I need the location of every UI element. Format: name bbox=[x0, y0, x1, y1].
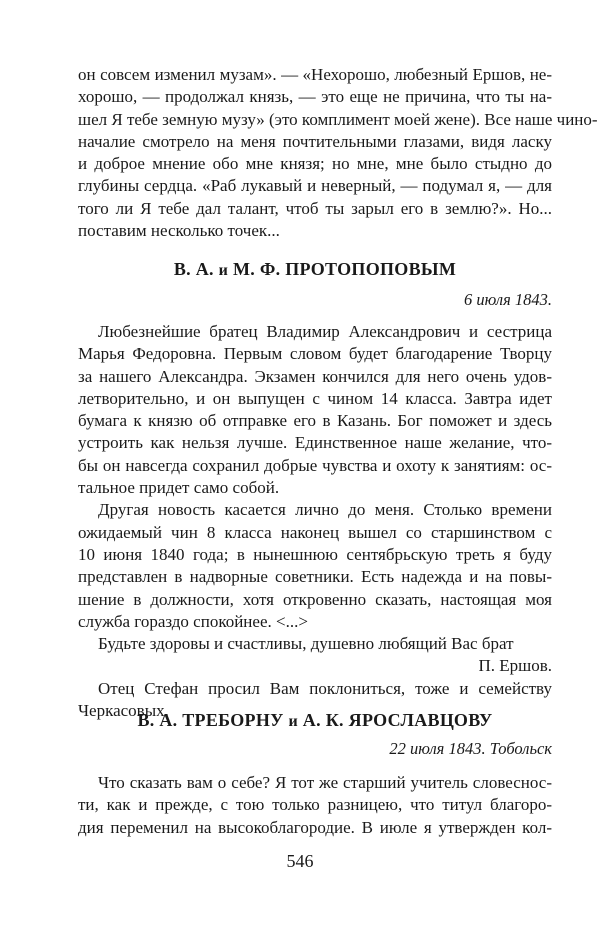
text-line: Марья Федоровна. Первым словом будет благодарение Творцу bbox=[78, 344, 552, 364]
text-line: началие смотрело на меня почтительными глазами, видя ласку bbox=[78, 131, 552, 151]
text-line: служба гораздо спокойнее. <...> bbox=[78, 611, 308, 631]
text-line: за нашего Александра. Экзамен кончился для него очень удов- bbox=[78, 366, 552, 386]
text-line: поставим несколько точек... bbox=[78, 221, 280, 241]
text-line: представлен в надворные советники. Есть надежда и на повы- bbox=[78, 567, 552, 587]
text-line: и доброе мнение обо мне князя; но мне, мне было стыдно до bbox=[78, 154, 552, 174]
text-line: он совсем изменил музам». — «Нехорошо, любезный Ершов, не- bbox=[78, 65, 552, 84]
closing-line: Будьте здоровы и счастливы, душевно любящий Вас брат bbox=[98, 634, 514, 654]
text-line: глубины сердца. «Раб лукавый и неверный, — подумал я, — для bbox=[78, 176, 552, 196]
text-line: летворительно, и он выпущен с чином 14 класса. Завтра идет bbox=[78, 388, 552, 408]
letter-heading-protopopov bbox=[78, 259, 552, 280]
letter-date: 22 июля 1843. Тобольск bbox=[389, 739, 552, 758]
heading-part: В. А. bbox=[173, 259, 214, 279]
text-line: шел Я тебе земную музу» (это комплимент моей жене). Все наше чино- bbox=[78, 109, 598, 129]
text-line: устроить как нельзя лучше. Единственное наше желание, что- bbox=[78, 433, 552, 453]
heading-part: А. К. ЯРОСЛАВЦОВУ bbox=[302, 710, 493, 730]
page-number: 546 bbox=[286, 851, 314, 871]
text-line: Что сказать вам о себе? Я тот же старший учитель словеснос- bbox=[98, 773, 552, 792]
text-line: ти, как и прежде, с тою только разницею, что титул благоро- bbox=[78, 795, 552, 815]
letter-heading-treborn bbox=[78, 710, 552, 731]
letter-body bbox=[78, 321, 552, 722]
heading-conjunction: и bbox=[288, 713, 298, 730]
text-line: ожидаемый чин 8 класса наконец вышел со старшинством с bbox=[78, 522, 552, 542]
text-line: Отец Стефан просил Вам поклониться, тоже и семейству bbox=[98, 678, 552, 698]
heading-part: М. Ф. ПРОТОПОПОВЫМ bbox=[232, 259, 457, 279]
letter-body bbox=[78, 772, 552, 839]
text-line: 10 июня 1840 года; в нынешнюю сентябрьскую треть я буду bbox=[78, 544, 552, 564]
text-line: бумага к князю об отправке его в Казань. Бог поможет и здесь bbox=[78, 411, 552, 431]
text-line: Черкасовых. bbox=[78, 701, 169, 721]
text-line: дия переменил на высокоблагородие. В июле я утвержден кол- bbox=[78, 817, 552, 837]
text-line: бы он навсегда сохранил добрые чувства и охоту к занятиям: ос- bbox=[78, 455, 552, 475]
heading-part: В. А. ТРЕБОРНУ bbox=[137, 710, 284, 730]
text-line: хорошо, — продолжал князь, — это еще не причина, что ты на- bbox=[78, 87, 552, 107]
text-line: того ли Я тебе дал талант, чтоб ты зарыл его в землю?». Но... bbox=[78, 198, 552, 218]
signature: П. Ершов. bbox=[478, 656, 552, 676]
text-line: тальное придет само собой. bbox=[78, 478, 280, 498]
text-line: Другая новость касается лично до меня. Столько времени bbox=[98, 500, 552, 520]
letter-date: 6 июля 1843. bbox=[464, 290, 552, 309]
text-line: Любезнейшие братец Владимир Александрович и сестрица bbox=[98, 322, 552, 341]
text-line: шение в должности, хотя откровенно сказать, настоящая моя bbox=[78, 589, 552, 609]
heading-conjunction: и bbox=[218, 262, 229, 279]
intro-paragraph bbox=[78, 64, 598, 242]
